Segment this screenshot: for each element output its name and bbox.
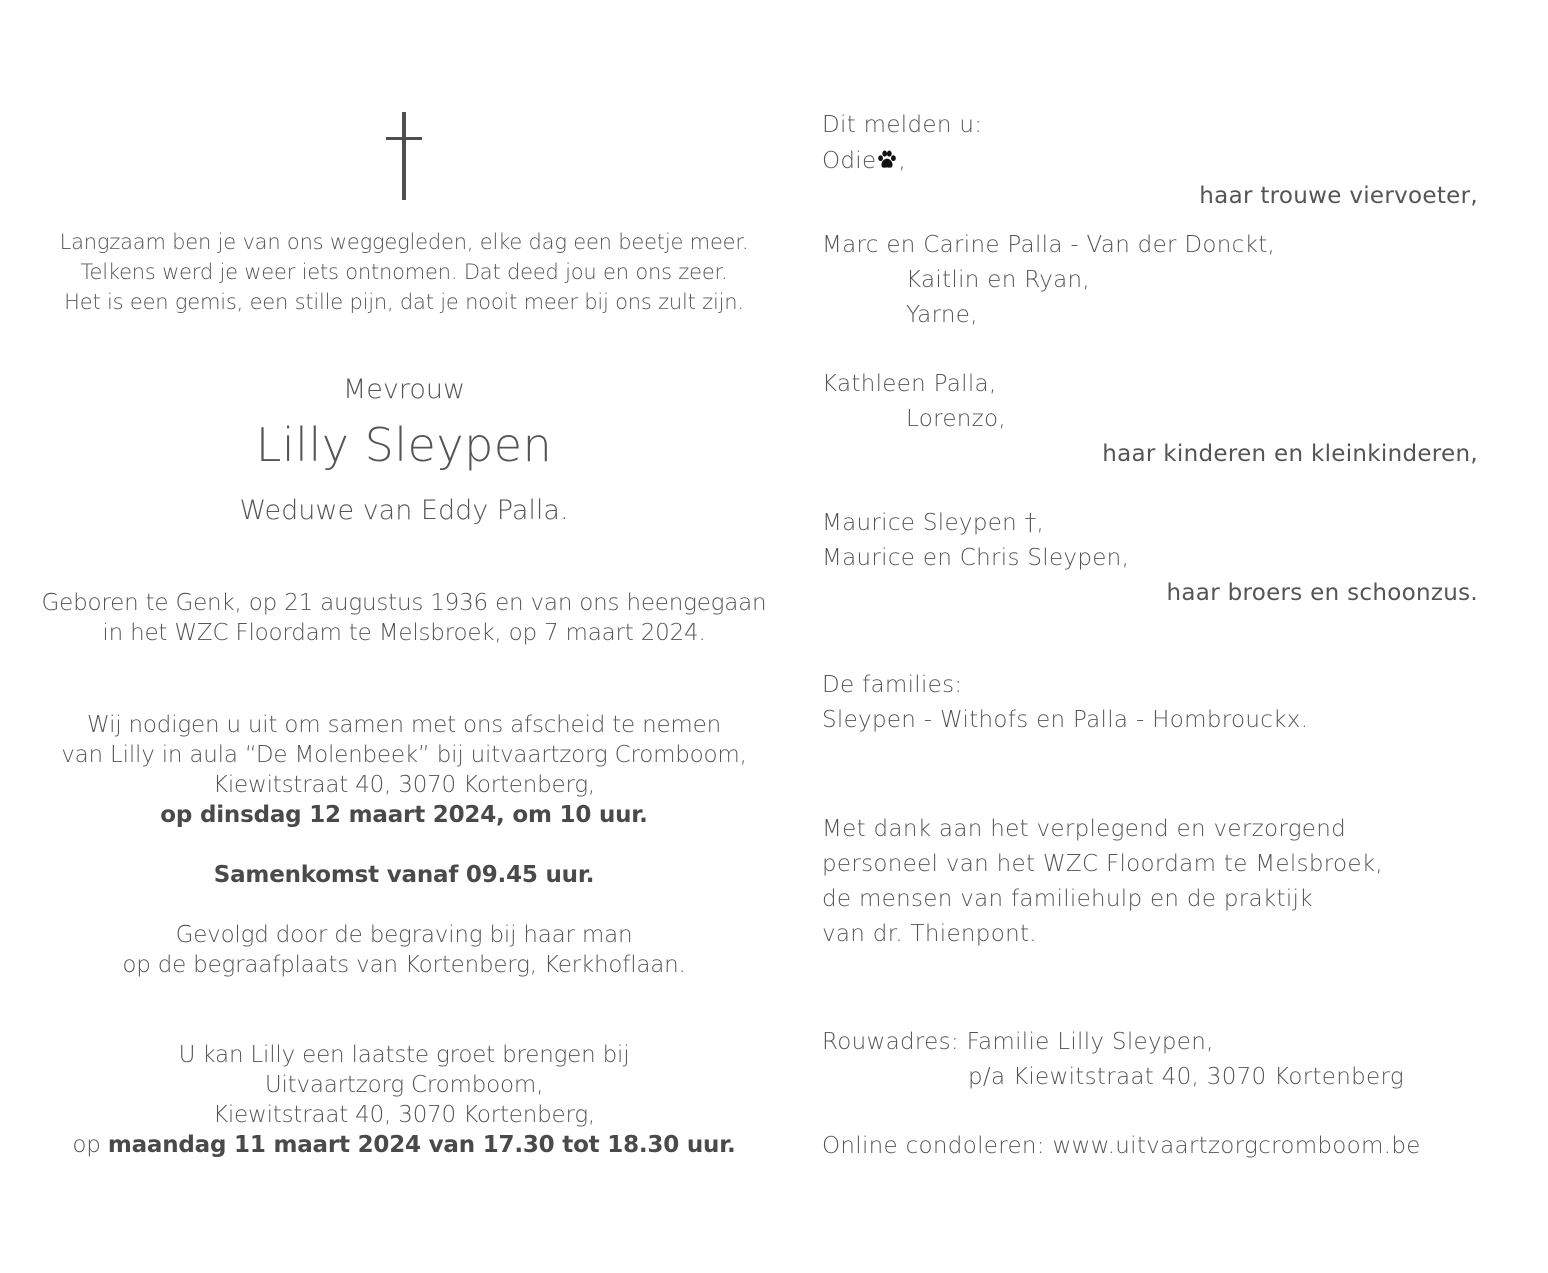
address-street: p/a Kiewitstraat 40, 3070 Kortenberg (968, 1064, 1404, 1090)
intro: Dit melden u: (822, 112, 983, 138)
widow-of: Weduwe van Eddy Palla. (239, 495, 569, 526)
families-label: De families: (822, 672, 963, 698)
children-role: haar kinderen en kleinkinderen, (1102, 441, 1478, 467)
burial-line: Gevolgd door de begraving bij haar man (175, 922, 633, 948)
poem-line: Langzaam ben je van ons weggegleden, elke dag een beetje meer. (59, 230, 749, 254)
online-condolences: Online condoleren: www.uitvaartzorgcromboom.be (822, 1133, 1421, 1159)
address-label: Rouwadres: (822, 1029, 959, 1055)
address-line (822, 1029, 1214, 1055)
sibling: Maurice Sleypen †, (822, 510, 1045, 536)
thanks-line: de mensen van familiehulp en de praktijk (822, 886, 1313, 912)
family-member: Kaitlin en Ryan, (906, 267, 1091, 293)
cross-icon (386, 112, 422, 200)
visit-line: Kiewitstraat 40, 3070 Kortenberg, (212, 1102, 596, 1128)
address-name: Familie Lilly Sleypen, (966, 1029, 1214, 1055)
burial-line: op de begraafplaats van Kortenberg, Kerkhoflaan. (122, 952, 686, 978)
invite-line: Kiewitstraat 40, 3070 Kortenberg, (212, 772, 596, 798)
birth-line: Geboren te Genk, op 21 augustus 1936 en van ons heengegaan (41, 590, 767, 616)
pet-name: Odie (822, 148, 877, 174)
visit-date: maandag 11 maart 2024 van 17.30 tot 18.30 uur. (107, 1132, 736, 1158)
visit-line: Uitvaartzorg Cromboom, (264, 1072, 544, 1098)
family-member: Yarne, (906, 302, 978, 328)
family-member: Marc en Carine Palla - Van der Donckt, (822, 232, 1276, 258)
siblings-role: haar broers en schoonzus. (1166, 580, 1478, 606)
birth-line: in het WZC Floordam te Melsbroek, op 7 maart 2024. (102, 620, 706, 646)
poem-line: Telkens werd je weer iets ontnomen. Dat deed jou en ons zeer. (80, 260, 728, 284)
visit-prefix: op (72, 1132, 101, 1158)
invite-line: Wij nodigen u uit om samen met ons afscheid te nemen (87, 712, 721, 738)
thanks-line: personeel van het WZC Floordam te Melsbroek, (822, 851, 1384, 877)
invite-date: op dinsdag 12 maart 2024, om 10 uur. (160, 802, 648, 828)
invite-line: van Lilly in aula “De Molenbeek” bij uitvaartzorg Cromboom, (61, 742, 747, 768)
family-member: Kathleen Palla, (822, 371, 997, 397)
visit-date-line (30, 1132, 778, 1158)
pet-suffix: , (898, 148, 907, 174)
thanks-line: van dr. Thienpont. (822, 921, 1037, 947)
thanks-line: Met dank aan het verplegend en verzorgend (822, 816, 1347, 842)
deceased-name: Lilly Sleypen (255, 418, 553, 472)
honorific: Mevrouw (342, 374, 466, 405)
pet-line (822, 148, 906, 174)
poem-line: Het is een gemis, een stille pijn, dat je nooit meer bij ons zult zijn. (64, 290, 744, 314)
families: Sleypen - Withofs en Palla - Hombrouckx. (822, 707, 1309, 733)
family-member: Lorenzo, (906, 406, 1007, 432)
gathering-time: Samenkomst vanaf 09.45 uur. (213, 862, 595, 888)
pet-role: haar trouwe viervoeter, (1199, 183, 1478, 209)
sibling: Maurice en Chris Sleypen, (822, 545, 1130, 571)
visit-line: U kan Lilly een laatste groet brengen bij (178, 1042, 630, 1068)
paw-icon (876, 149, 898, 171)
